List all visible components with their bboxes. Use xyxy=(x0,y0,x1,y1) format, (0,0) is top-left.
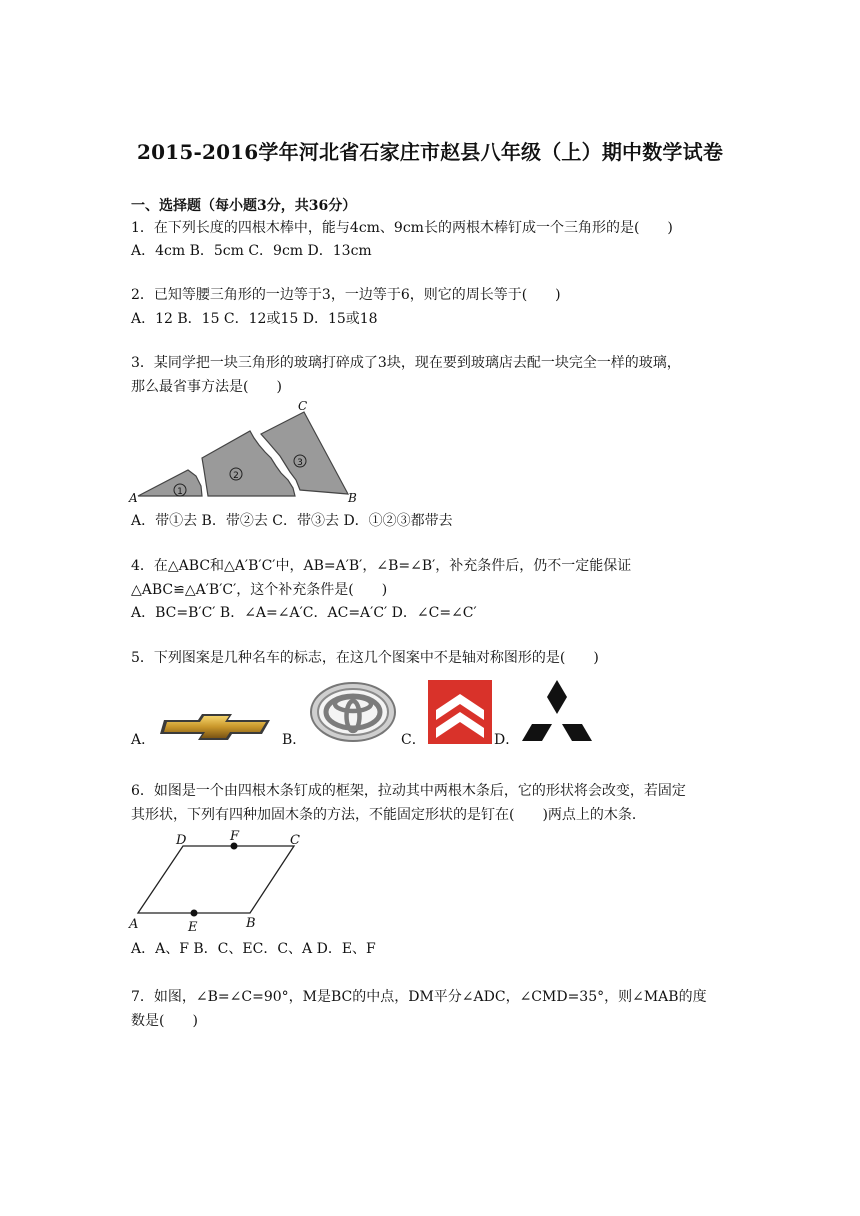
q4-options: A．BC=B′C′ B．∠A=∠A′C．AC=A′C′ D．∠C=∠C′ xyxy=(131,605,477,621)
vertex-c-label: C xyxy=(290,833,300,848)
q6-options: A．A、F B．C、EC．C、A D．E、F xyxy=(131,941,376,957)
q5-option-a-label: A． xyxy=(131,732,156,748)
piece-3-label: 3 xyxy=(297,458,303,468)
exam-title: 2015-2016学年河北省石家庄市赵县八年级（上）期中数学试卷 xyxy=(136,140,724,164)
vertex-a-label: A xyxy=(129,917,139,932)
q7-stem-line2: 数是( ) xyxy=(131,1013,198,1029)
piece-2-label: 2 xyxy=(233,471,239,481)
toyota-logo xyxy=(308,680,398,744)
q3-stem-line1: 3．某同学把一块三角形的玻璃打碎成了3块，现在要到玻璃店去配一块完全一样的玻璃， xyxy=(131,355,681,371)
vertex-c-label: C xyxy=(298,399,308,413)
chevrolet-logo xyxy=(158,712,276,742)
q5-option-c-label: C． xyxy=(401,732,426,748)
q4-stem-line2: △ABC≌△A′B′C′，这个补充条件是( ) xyxy=(131,582,388,598)
q7-stem-line1: 7．如图，∠B=∠C=90°，M是BC的中点，DM平分∠ADC，∠CMD=35°，则∠MAB的度 xyxy=(131,989,707,1005)
citroen-logo xyxy=(428,680,492,744)
q1-options: A．4cm B．5cm C．9cm D．13cm xyxy=(131,243,372,259)
vertex-d-label: D xyxy=(176,833,187,848)
q3-options: A．带①去 B．带②去 C．带③去 D．①②③都带去 xyxy=(131,513,453,529)
piece-1-label: 1 xyxy=(177,487,183,497)
section-heading: 一、选择题（每小题3分，共36分） xyxy=(131,198,357,214)
q5-option-b-label: B． xyxy=(282,732,307,748)
q4-stem-line1: 4．在△ABC和△A′B′C′中，AB=A′B′，∠B=∠B′，补充条件后，仍不一定能保证 xyxy=(131,558,632,574)
vertex-b-label: B xyxy=(246,916,256,931)
vertex-b-label: B xyxy=(348,491,357,505)
point-e-label: E xyxy=(188,920,198,934)
vertex-a-label: A xyxy=(129,491,138,505)
glass-piece-1 xyxy=(138,470,202,496)
q5-option-d-label: D． xyxy=(494,732,520,748)
q6-stem-line2: 其形状，下列有四种加固木条的方法，不能固定形状的是钉在( )两点上的木条． xyxy=(131,807,646,823)
mitsubishi-logo xyxy=(520,678,594,744)
point-e xyxy=(191,910,198,917)
q6-stem-line1: 6．如图是一个由四根木条钉成的框架，拉动其中两根木条后，它的形状将会改变，若固定 xyxy=(131,783,686,799)
q2-options: A．12 B．15 C．12或15 D．15或18 xyxy=(131,311,378,327)
broken-glass-figure xyxy=(128,398,368,506)
q1-stem: 1．在下列长度的四根木棒中，能与4cm、9cm长的两根木棒钉成一个三角形的是( ) xyxy=(131,220,673,236)
q3-stem-line2: 那么最省事方法是( ) xyxy=(131,379,282,395)
q2-stem: 2．已知等腰三角形的一边等于3，一边等于6，则它的周长等于( ) xyxy=(131,287,561,303)
point-f-label: F xyxy=(230,829,240,844)
q5-stem: 5．下列图案是几种名车的标志，在这几个图案中不是轴对称图形的是( ) xyxy=(131,650,599,666)
parallelogram-frame-figure xyxy=(128,828,308,934)
